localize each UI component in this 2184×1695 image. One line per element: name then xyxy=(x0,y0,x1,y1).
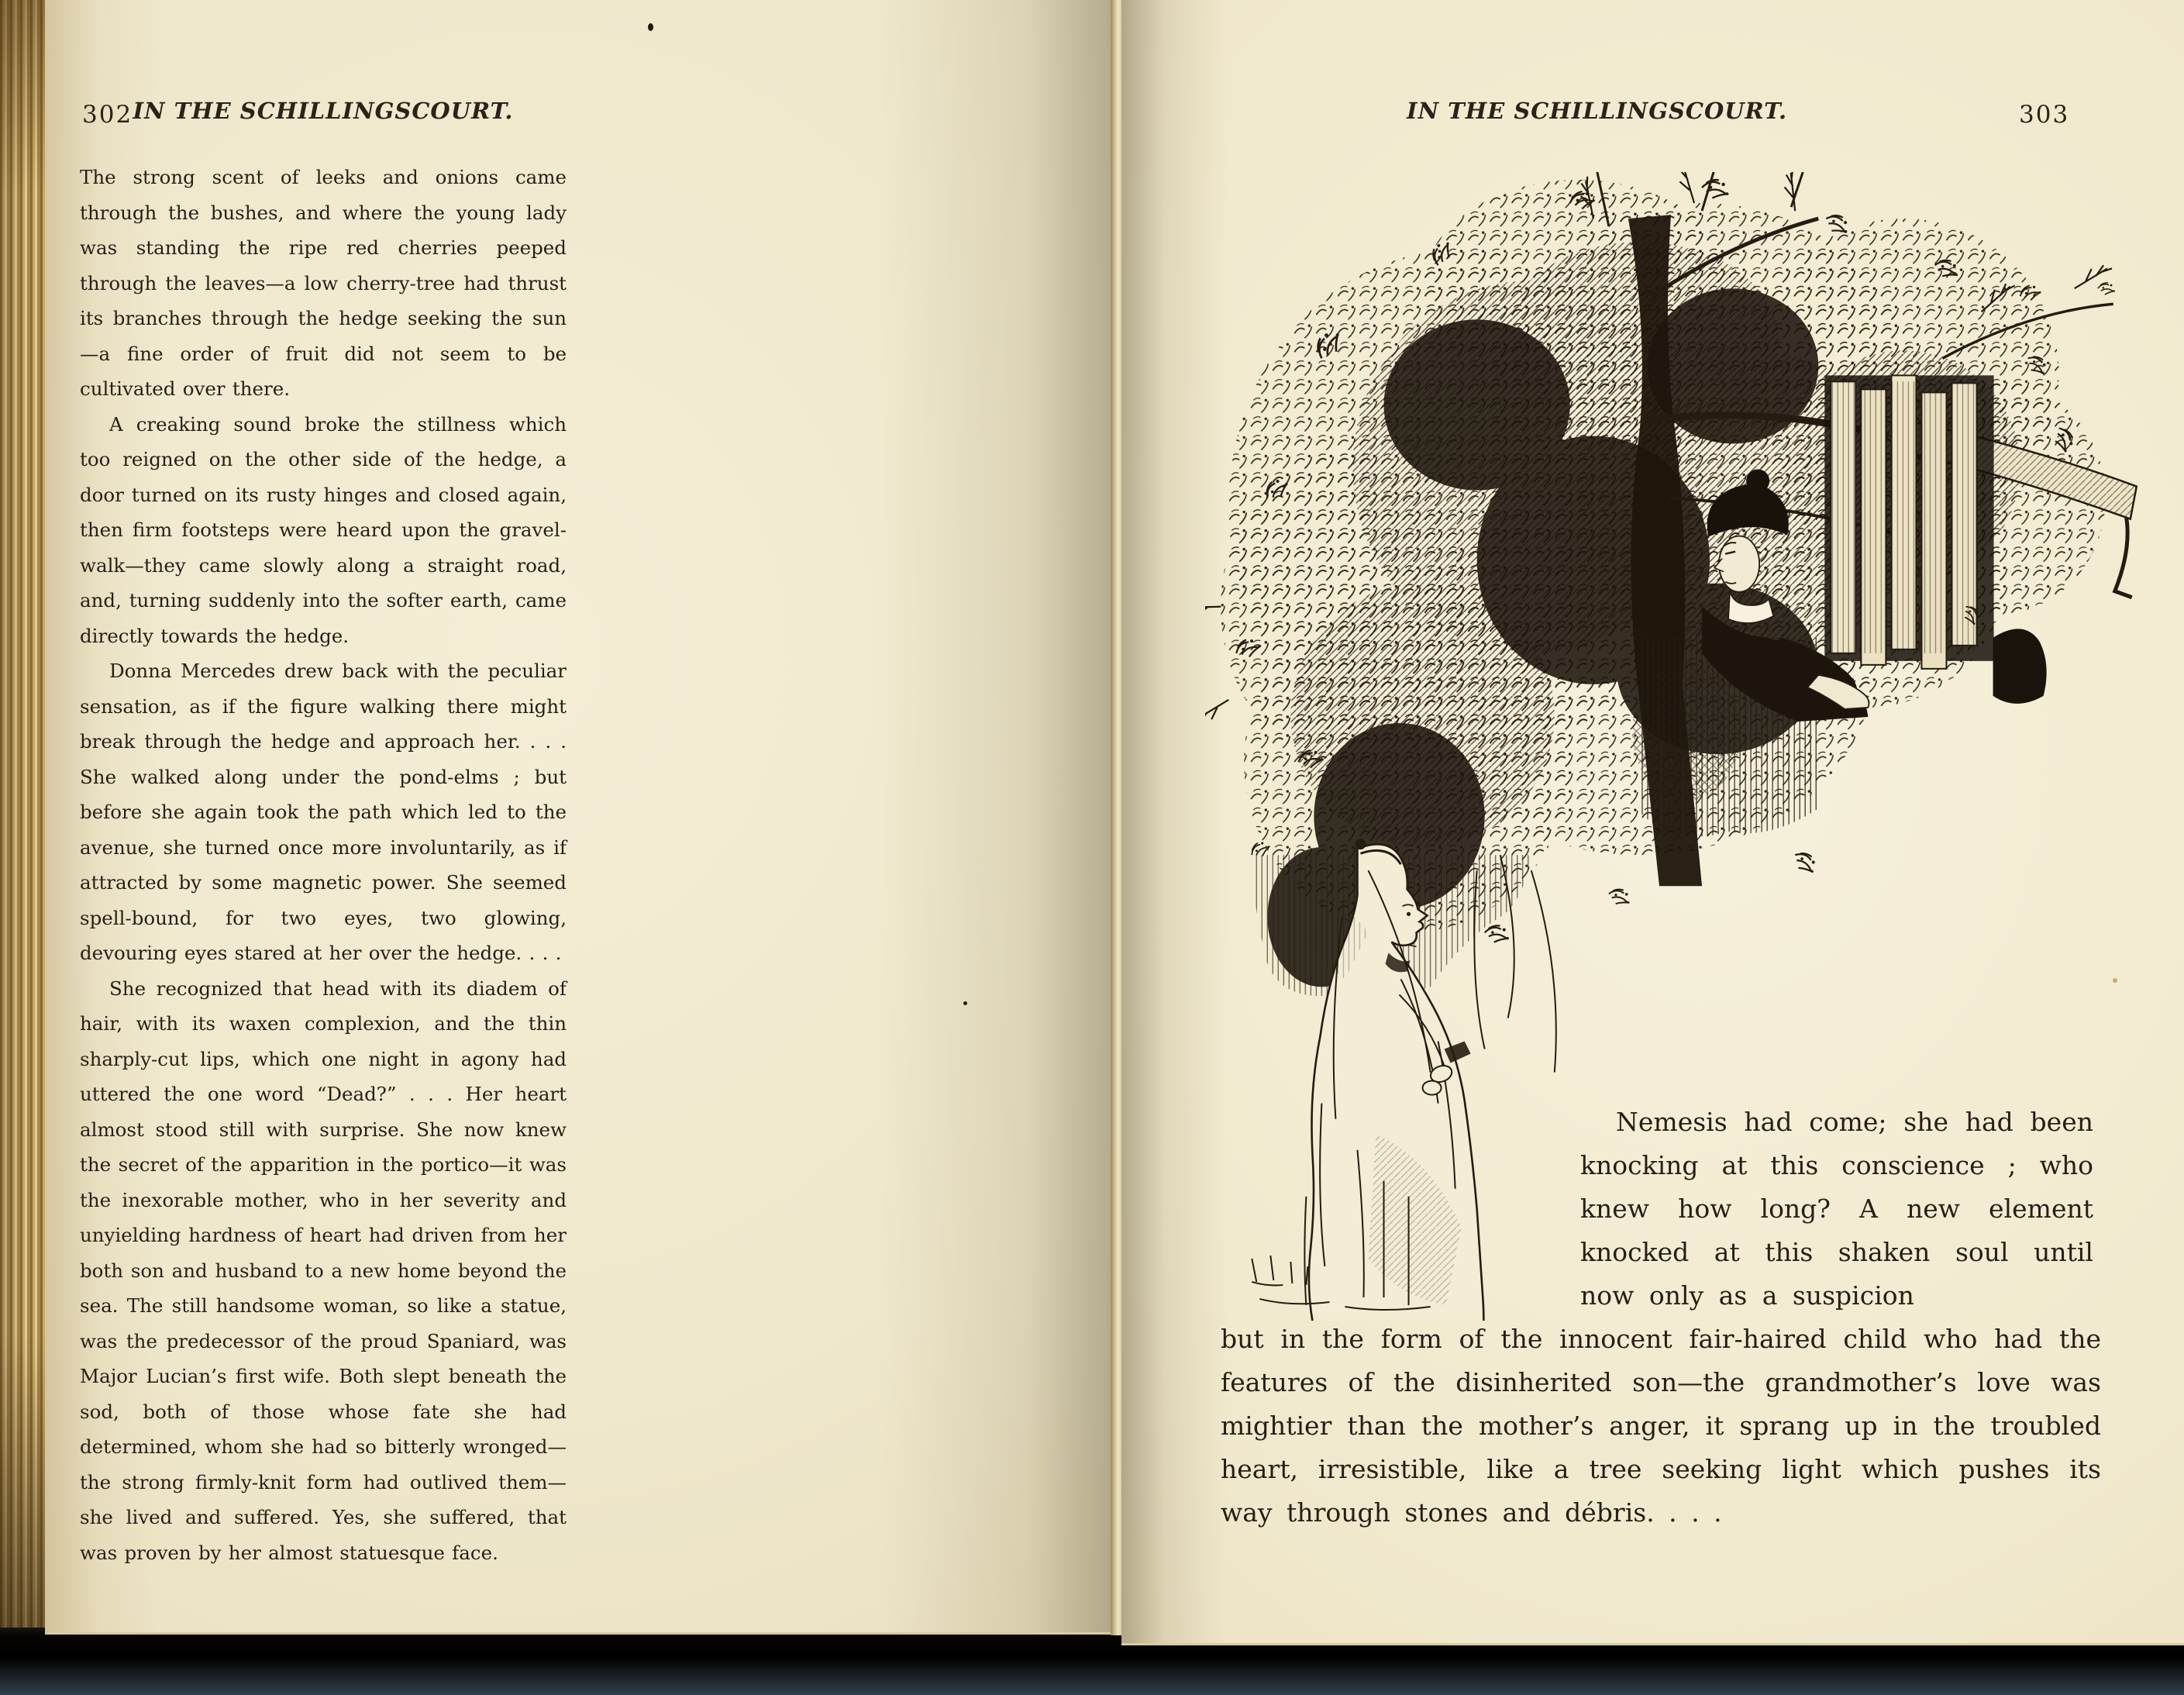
paragraph: She recognized that head with its diadem of hair, with its waxen complexion, and the thin sharply-cut lips, which one night in agony had uttered the one word “Dead?” . . . Her heart almost stood still with surprise. She now knew the secret of the apparition in the portico—it was the inexorable mother, who in her severity and unyielding hardness of heart had driven from her both son and husband to a new home beyond the sea. The still handsome woman, so like a statue, was the predecessor of the proud Spaniard, was Major Lucian’s first wife. Both slept beneath the sod, both of those whose fate she had determined, whom she had so bitterly wronged—the strong firmly-knit form had outlived them—she lived and suffered. Yes, she suffered, that was proven by her almost statuesque face. xyxy=(80,977,567,1564)
paragraph: The strong scent of leeks and onions came through the bushes, and where the young lady was standing the ripe red cherries peeped through the leaves—a low cherry-tree had thrust its branches through the hedge seeking the sun —a fine order of fruit did not seem to be cultivated over there. xyxy=(80,166,567,400)
right-page-wrapped-text: Nemesis had come; she had been knocking at this conscience ; who knew how long? A new element knocked at this shaken soul until now only as a suspicion xyxy=(1580,1107,2093,1311)
paper-speck xyxy=(2113,978,2117,983)
paragraph: A creaking sound broke the stillness which too reigned on the other side of the hedge, a door turned on its rusty hinges and closed again, then firm footsteps were heard upon the gravel-walk—they came slowly along a straight road, and, turning suddenly into the softer earth, came directly towards the hedge. xyxy=(80,412,567,647)
stacked-page-edges xyxy=(0,0,45,1628)
book-gutter xyxy=(1111,0,1121,1635)
paper-speck xyxy=(648,23,653,31)
left-page xyxy=(45,0,1114,1635)
right-page-text: but in the form of the innocent fair-haired child who had the features of the disinherited son—the grandmother’s love was mightier than the mother’s anger, it sprang up in the troubled heart, irresistible, like a tree seeking light which pushes its way through stones and débris. . . . xyxy=(1221,1324,2101,1528)
running-head-left: IN THE SCHILLINGSCOURT. xyxy=(133,98,514,124)
paragraph: Donna Mercedes drew back with the peculiar sensation, as if the figure walking there might break through the hedge and approach her. . . . She walked along under the pond-elms ; but before she again took the path which led to the avenue, she turned once more involuntarily, as if attracted by some magnetic power. She seemed spell-bound, for two eyes, two glowing, devouring eyes stared at her over the hedge. . . . xyxy=(80,660,567,964)
page-number-left: 302 xyxy=(82,101,133,129)
running-head-right: IN THE SCHILLINGSCOURT. xyxy=(1407,98,1788,124)
right-page xyxy=(1121,0,2184,1645)
page-number-right: 303 xyxy=(2019,101,2070,129)
paper-speck xyxy=(963,1001,967,1005)
left-page-text xyxy=(80,160,567,1570)
